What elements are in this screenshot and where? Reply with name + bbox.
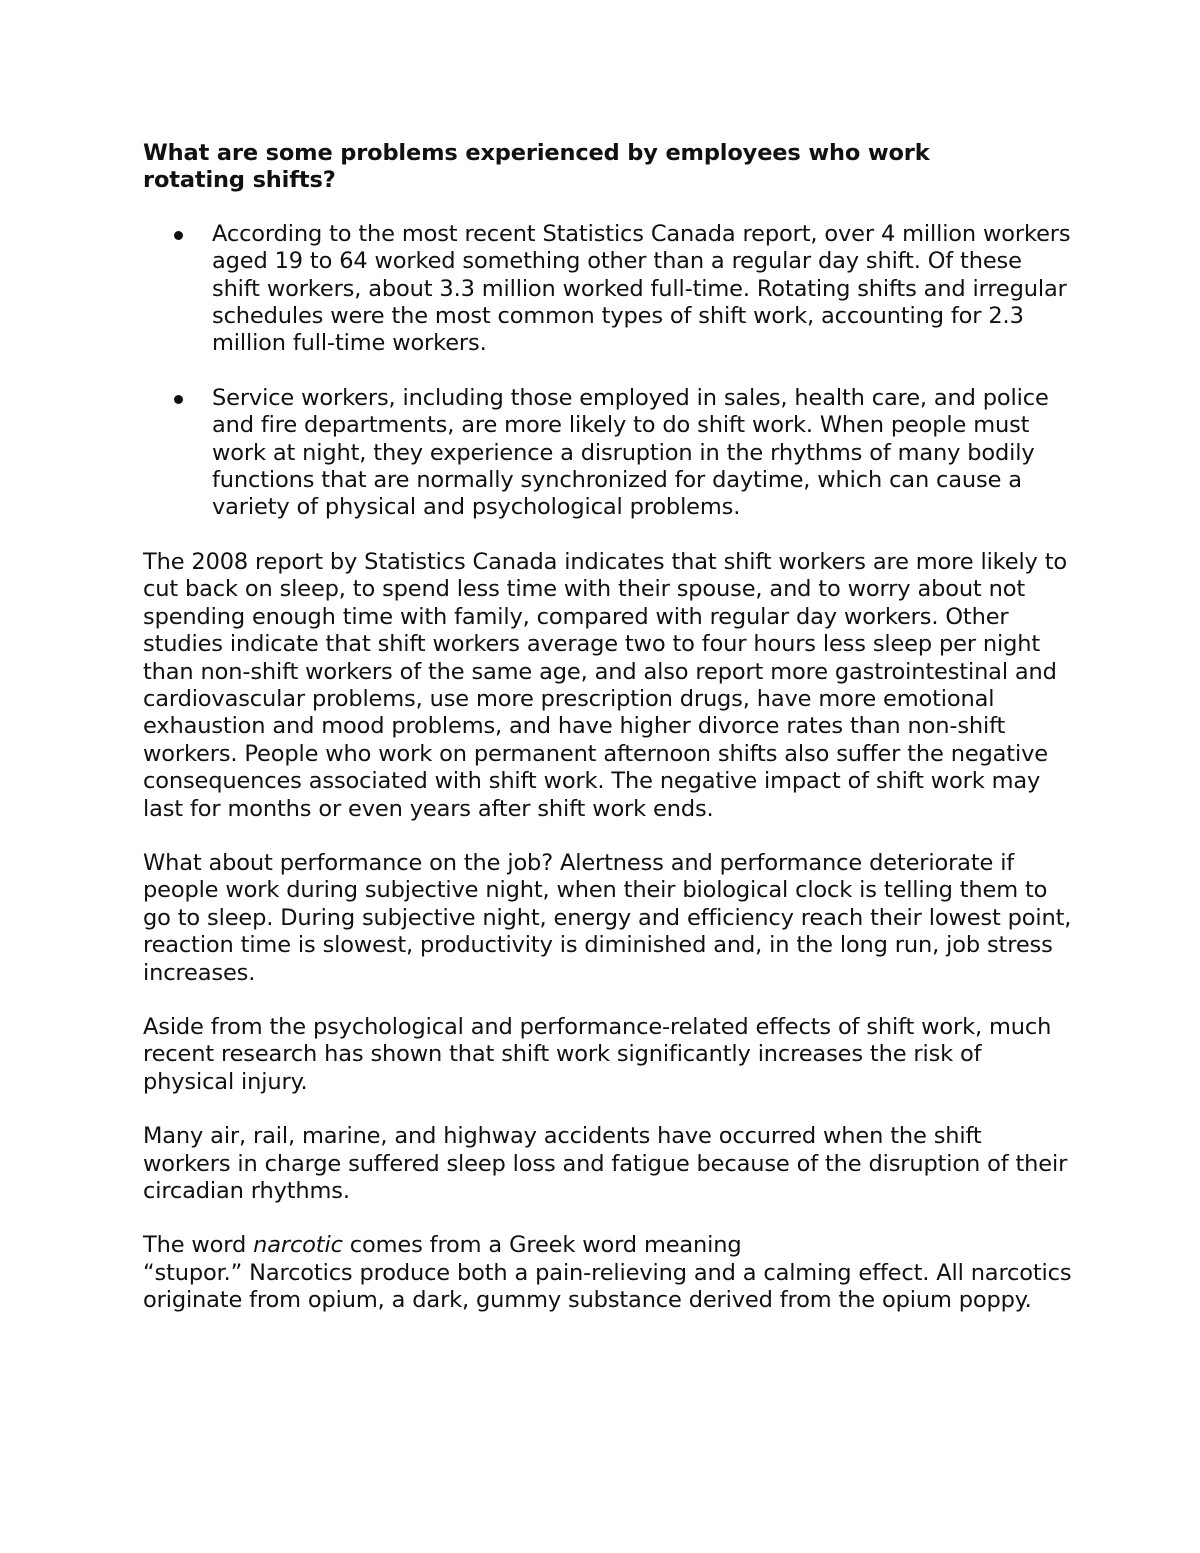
narcotic-intro-continuation: comes from a Greek word meaning: [342, 1232, 742, 1259]
bullet-text: According to the most recent Statistics Canada report, over 4 million workers aged 19 to 64 worked something other than a regular day shift. Of these shift workers, about 3.3 million worked full-time. Rotating shifts and irregular schedules were the most common types of shift work, accounting for 2.3 million full-time workers.: [212, 220, 1071, 357]
bullet-item: [143, 221, 1073, 358]
bullet-text: Service workers, including those employed in sales, health care, and police and fire departments, are more likely to do shift work. When people must work at night, they experience a disruption in the rhythms of many bodily functions that are normally synchronized for daytime, which can cause a variety of physical and psychological problems.: [212, 384, 1049, 521]
bullet-list: [143, 221, 1073, 522]
document-heading: What are some problems experienced by employees who work rotating shifts?: [143, 140, 930, 194]
body-paragraph: Aside from the psychological and performance-related effects of shift work, much recent research has shown that shift work significantly increases the risk of physical injury.: [143, 1013, 1052, 1095]
narcotic-paragraph: [143, 1232, 1073, 1314]
body-paragraph: The 2008 report by Statistics Canada indicates that shift workers are more likely to cut back on sleep, to spend less time with their spouse, and to worry about not spending enough time with family, compared with regular day workers. Other studies indicate that shift workers average two to four hours less sleep per night than non-shift workers of the same age, and also report more gastrointestinal and cardiovascular problems, use more prescription drugs, have more emotional exhaustion and mood problems, and have higher divorce rates than non-shift workers. People who work on permanent afternoon shifts also suffer the negative consequences associated with shift work. The negative impact of shift work may last for months or even years after shift work ends.: [143, 548, 1067, 822]
narcotic-intro-text: The word: [143, 1232, 254, 1259]
narcotic-term: narcotic: [253, 1232, 343, 1259]
body-paragraph: Many air, rail, marine, and highway accidents have occurred when the shift workers in charge suffered sleep loss and fatigue because of the disruption of their circadian rhythms.: [143, 1123, 1068, 1204]
narcotic-paragraph-rest: “stupor.” Narcotics produce both a pain-relieving and a calming effect. All narcotics originate from opium, a dark, gummy substance derived from the opium poppy.: [143, 1259, 1072, 1314]
body-paragraph: What about performance on the job? Alertness and performance deteriorate if people work during subjective night, when their biological clock is telling them to go to sleep. During subjective night, energy and efficiency reach their lowest point, reaction time is slowest, productivity is diminished and, in the long run, job stress increases.: [143, 849, 1072, 986]
narcotic-paragraph-line-1: [143, 1232, 1073, 1259]
bullet-icon: [174, 231, 183, 240]
bullet-item: [143, 385, 1073, 522]
document-page: [143, 140, 1073, 1315]
bullet-icon: [174, 395, 183, 404]
